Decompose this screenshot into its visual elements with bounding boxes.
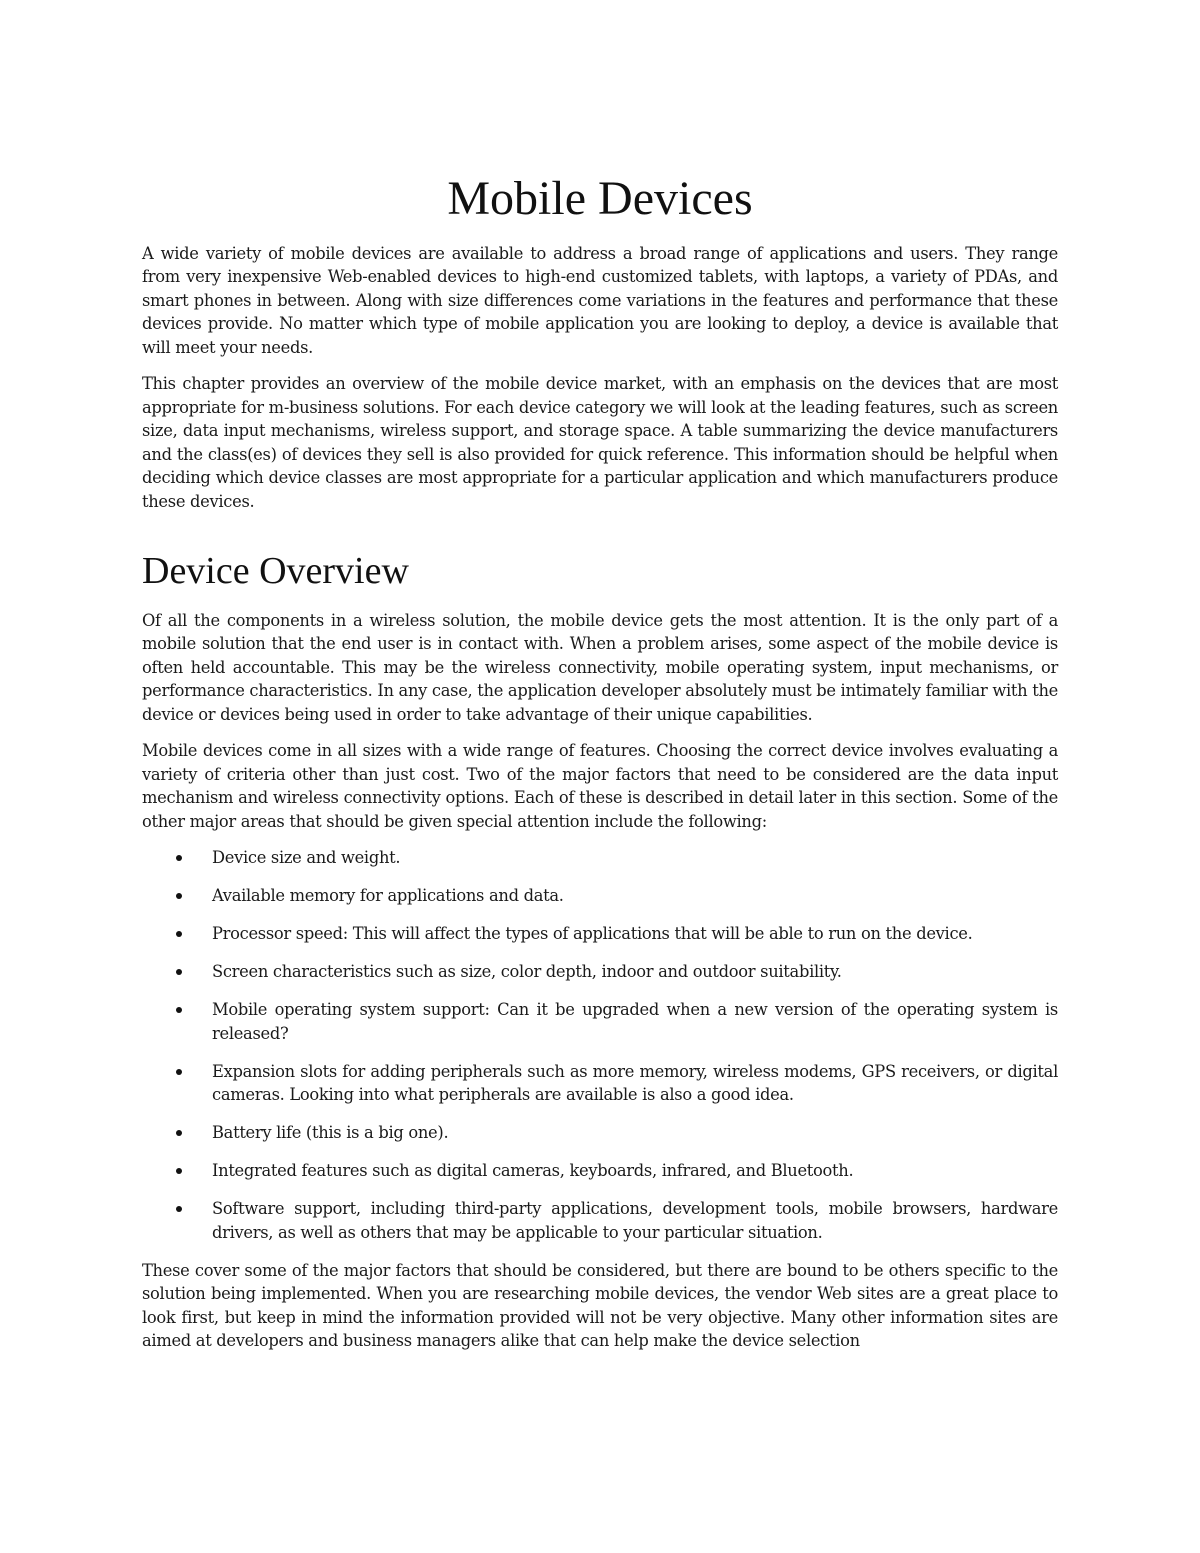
intro-paragraph: A wide variety of mobile devices are available to address a broad range of applications and users. They range from very inexpensive Web-enabled devices to high-end customized tablets, with laptops, a variety of PDAs, and smart phones in between. Along with size differences come variations in the features and performance that these devices provide. No matter which type of mobile application you are looking to deploy, a device is available that will meet your needs. [142,243,1058,357]
bullet-item [142,960,1058,984]
closing-paragraph: These cover some of the major factors that should be considered, but there are bound to be others specific to the solution being implemented. When you are researching mobile devices, the vendor Web sites are a great place to look first, but keep in mind the information provided will not be very objective. Many other information sites are aimed at developers and business managers alike that can help make the device selection [142,1260,1058,1351]
document-page [142,170,1058,1366]
bullet-icon [176,1206,182,1212]
bullet-item [142,1121,1058,1145]
bullet-item [142,922,1058,946]
bullet-icon [176,1130,182,1136]
bullet-icon [176,1007,182,1013]
bullet-icon [176,931,182,937]
bullet-text: Expansion slots for adding peripherals such as more memory, wireless modems, GPS receivers, or digital cameras. Looking into what peripherals are available is also a good idea. [212,1061,1058,1105]
bullet-item [142,998,1058,1045]
bullet-icon [176,893,182,899]
bullet-icon [176,969,182,975]
bullet-icon [176,1168,182,1174]
bullet-text: Processor speed: This will affect the types of applications that will be able to run on the device. [212,924,973,944]
bullet-item [142,1060,1058,1107]
document-title: Mobile Devices [447,172,753,225]
bullet-item [142,884,1058,908]
bullet-item [142,846,1058,870]
bullet-text: Software support, including third-party applications, development tools, mobile browsers, hardware drivers, as well as others that may be applicable to your particular situation. [212,1199,1058,1242]
section-paragraph: Mobile devices come in all sizes with a wide range of features. Choosing the correct device involves evaluating a variety of criteria other than just cost. Two of the major factors that need to be considered are the data input mechanism and wireless connectivity options. Each of these is described in detail later in this section. Some of the other major areas that should be given special attention include the following: [142,741,1058,831]
bullet-text: Screen characteristics such as size, color depth, indoor and outdoor suitability. [212,962,842,982]
bullet-item [142,1197,1058,1244]
bullet-list [142,846,1058,1244]
bullet-text: Device size and weight. [212,848,401,868]
bullet-text: Integrated features such as digital cameras, keyboards, infrared, and Bluetooth. [212,1161,854,1181]
intro-paragraph: This chapter provides an overview of the mobile device market, with an emphasis on the devices that are most appropriate for m-business solutions. For each device category we will look at the leading features, such as screen size, data input mechanisms, wireless support, and storage space. A table summarizing the device manufacturers and the class(es) of devices they sell is also provided for quick reference. This information should be helpful when deciding which device classes are most appropriate for a particular application and which manufacturers produce these devices. [142,374,1058,511]
bullet-icon [176,855,182,861]
bullet-text: Battery life (this is a big one). [212,1123,449,1143]
bullet-text: Available memory for applications and data. [212,886,564,906]
section-paragraph: Of all the components in a wireless solution, the mobile device gets the most attention. It is the only part of a mobile solution that the end user is in contact with. When a problem arises, some aspect of the mobile device is often held accountable. This may be the wireless connectivity, mobile operating system, input mechanisms, or performance characteristics. In any case, the application developer absolutely must be intimately familiar with the device or devices being used in order to take advantage of their unique capabilities. [142,610,1058,724]
bullet-icon [176,1069,182,1075]
section-heading: Device Overview [142,550,409,593]
bullet-item [142,1159,1058,1183]
bullet-text: Mobile operating system support: Can it be upgraded when a new version of the operating system is released? [212,1000,1058,1043]
